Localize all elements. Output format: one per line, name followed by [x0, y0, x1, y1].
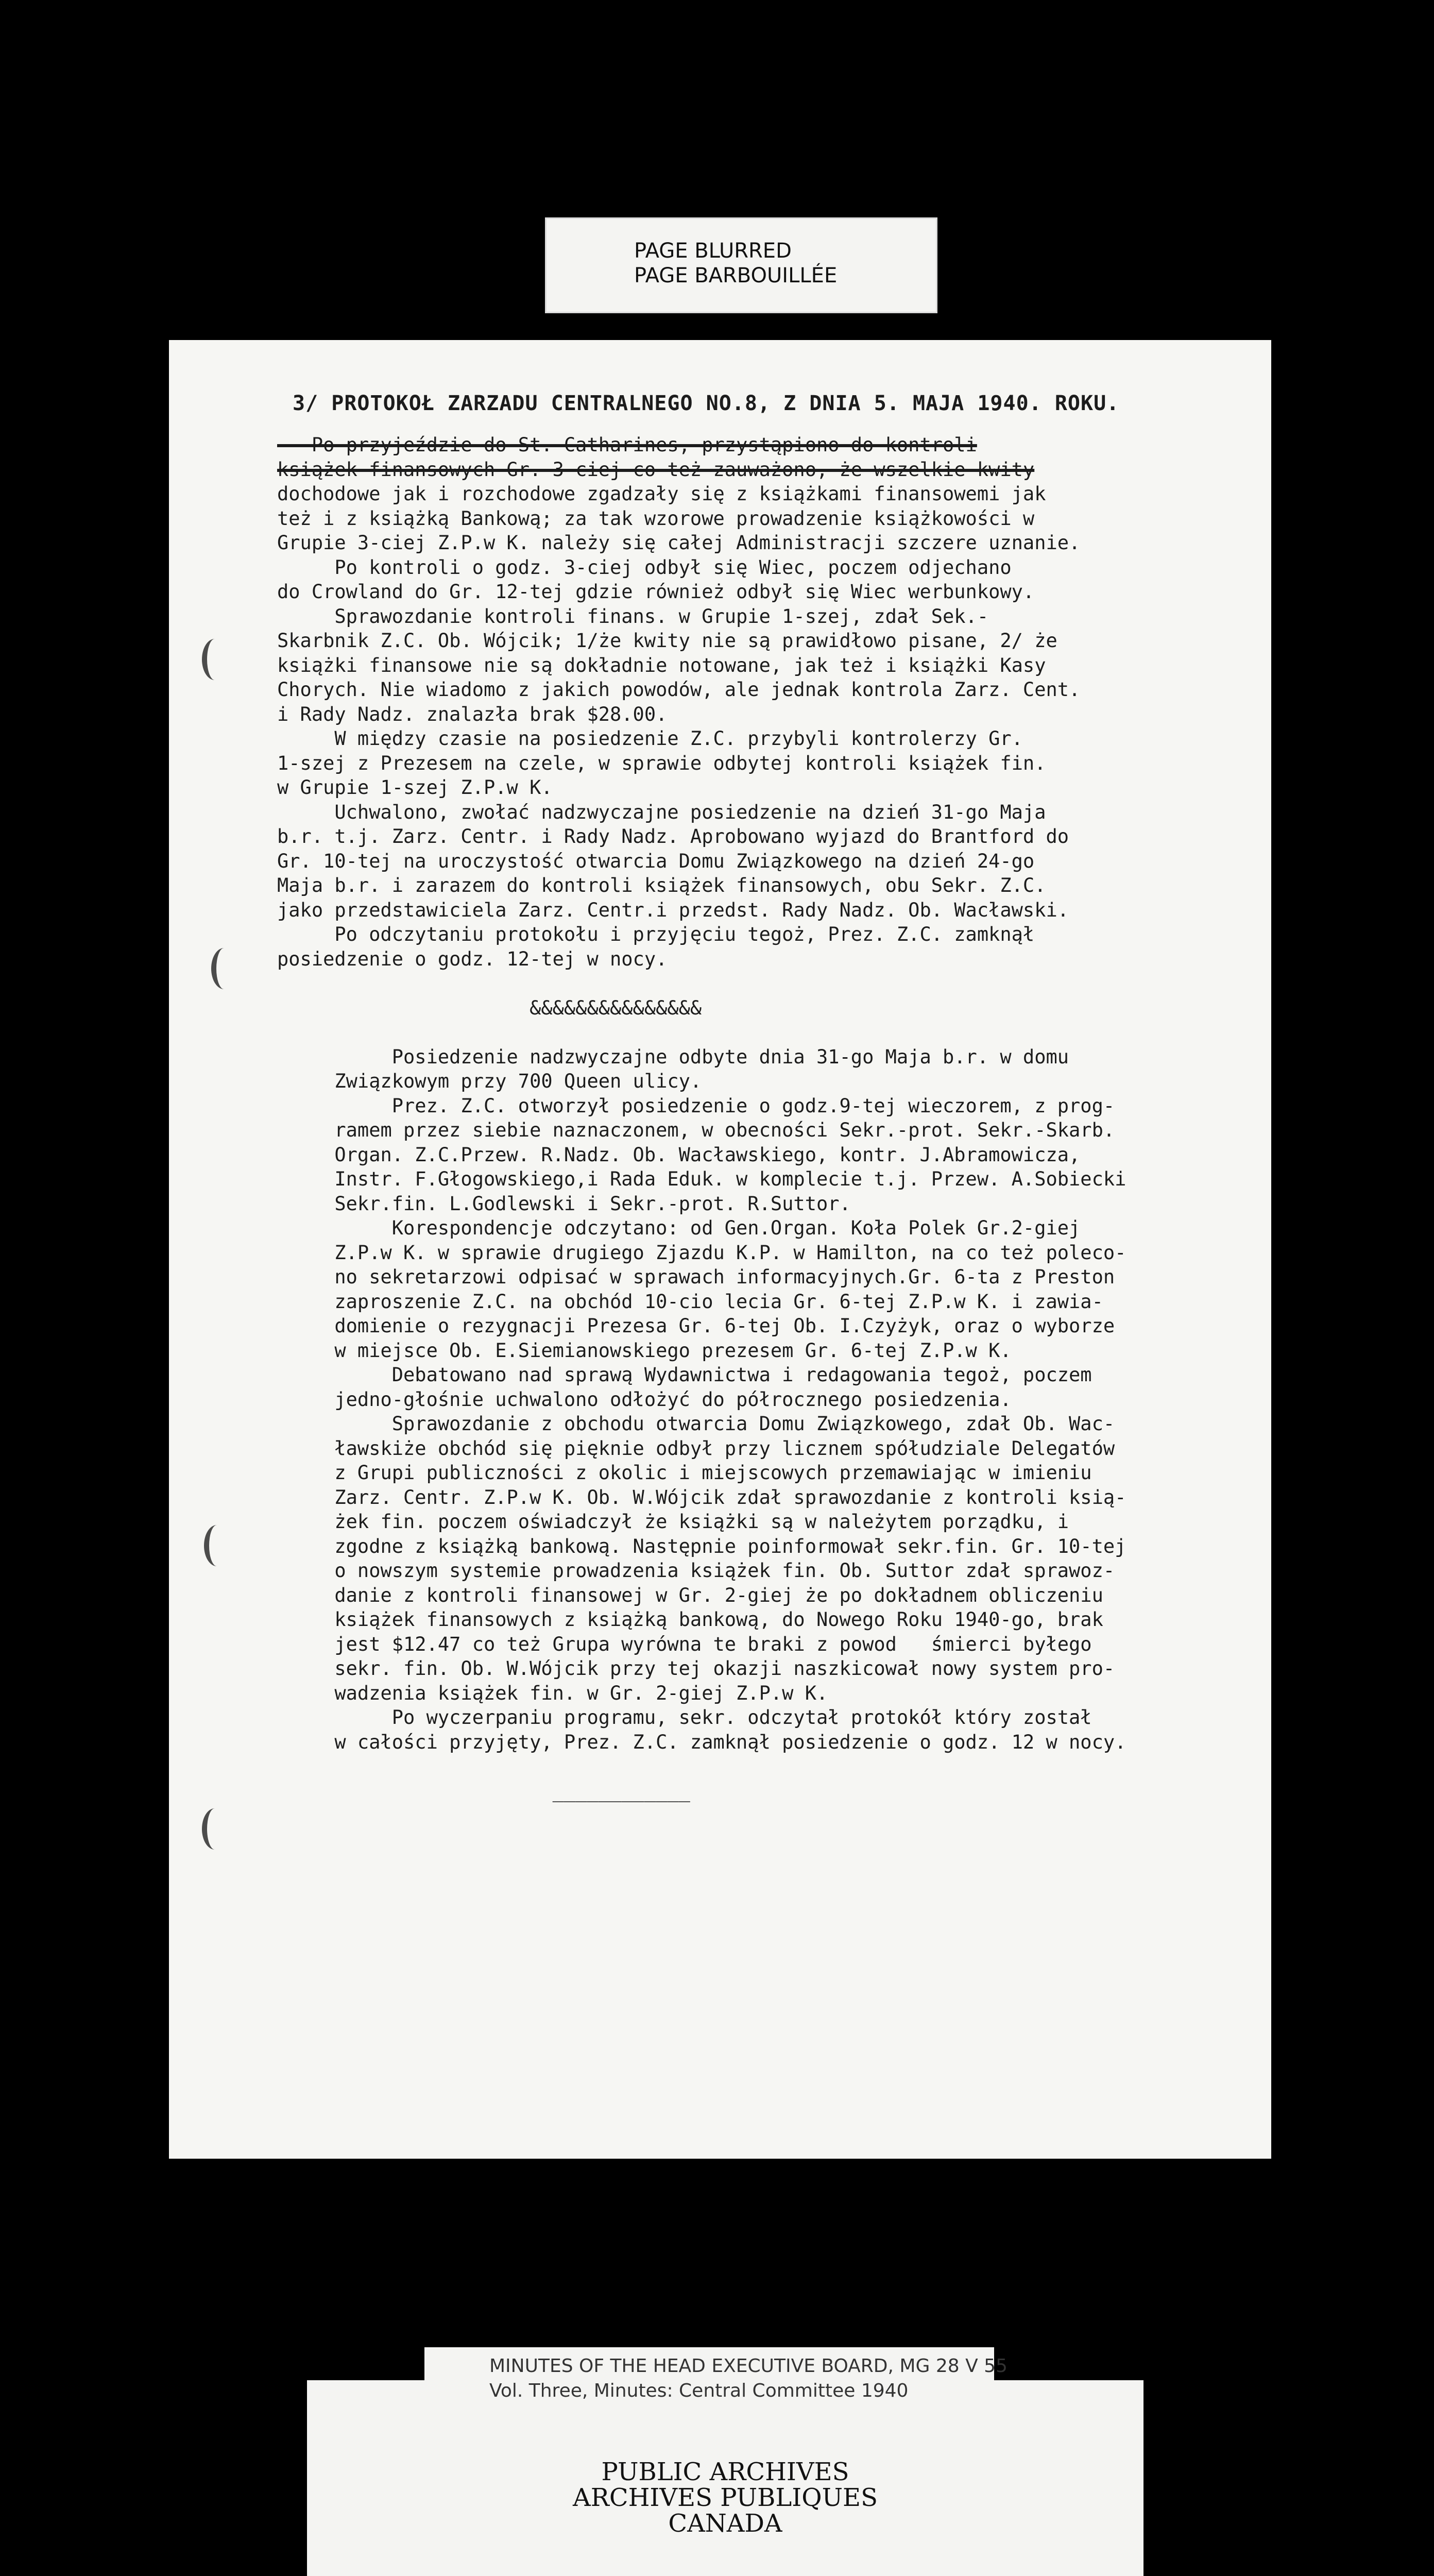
document-line: b.r. t.j. Zarz. Centr. i Rady Nadz. Aprobowano wyjazd do Brantford do	[277, 825, 1069, 848]
document-line: o nowszym systemie prowadzenia książek fin. Ob. Suttor zdał sprawoz-	[277, 1560, 1115, 1582]
document-line: Maja b.r. i zarazem do kontroli książek finansowych, obu Sekr. Z.C.	[277, 874, 1046, 896]
document-line: ramem przez siebie naznaczonem, w obecności Sekr.-prot. Sekr.-Skarb.	[277, 1119, 1115, 1141]
document-line: Związkowym przy 700 Queen ulicy.	[277, 1070, 702, 1092]
document-line: Sprawozdanie z obchodu otwarcia Domu Związkowego, zdał Ob. Wac-	[277, 1413, 1115, 1435]
document-line: Prez. Z.C. otworzył posiedzenie o godz.9-tej wieczorem, z prog-	[277, 1094, 1115, 1117]
document-line	[277, 1754, 1245, 1779]
archive-name-en: PUBLIC ARCHIVES	[601, 2458, 849, 2486]
document-line: zgodne z książką bankową. Następnie poinformował sekr.fin. Gr. 10-tej	[277, 1535, 1126, 1557]
document-line: Debatowano nad sprawą Wydawnictwa i redagowania tegoż, poczem	[277, 1364, 1092, 1386]
document-line: Sprawozdanie kontroli finans. w Grupie 1-szej, zdał Sek.-	[277, 605, 989, 628]
archive-name-fr: ARCHIVES PUBLIQUES	[573, 2483, 878, 2512]
page-blurred-text-en: PAGE BLURRED	[634, 239, 792, 263]
document-line: Po przyjeździe do St. Catharines, przystąpiono do kontroli	[277, 434, 977, 456]
document-line: danie z kontroli finansowej w Gr. 2-giej że po dokładnem obliczeniu	[277, 1584, 1103, 1606]
document-line: Korespondencje odczytano: od Gen.Organ. Koła Polek Gr.2-giej	[277, 1217, 1081, 1239]
document-line: ławskiże obchód się pięknie odbył przy licznem spółudziale Delegatów	[277, 1437, 1115, 1460]
document-line: dochodowe jak i rozchodowe zgadzały się z książkami finansowemi jak	[277, 483, 1046, 505]
document-line: też i z książką Bankową; za tak wzorowe prowadzenie książkowości w	[277, 507, 1035, 530]
document-line: ____________	[277, 1780, 690, 1802]
document-line: Gr. 10-tej na uroczystość otwarcia Domu Związkowego na dzień 24-go	[277, 850, 1035, 872]
document-line: Po odczytaniu protokołu i przyjęciu tegoż, Prez. Z.C. zamknął	[277, 923, 1035, 945]
page-blurred-label	[545, 217, 937, 313]
document-line	[277, 971, 1245, 996]
document-line: jedno-głośnie uchwalono odłożyć do półrocznego posiedzenia.	[277, 1388, 1012, 1411]
document-line: no sekretarzowi odpisać w sprawach informacyjnych.Gr. 6-ta z Preston	[277, 1266, 1115, 1288]
document-line: żek fin. poczem oświadczył że książki są w należytem porządku, i	[277, 1511, 1069, 1533]
document-page	[169, 340, 1271, 2159]
document-line: &&&&&&&&&&&&&&&	[277, 996, 702, 1019]
document-line: w Grupie 1-szej Z.P.w K.	[277, 776, 553, 799]
archive-reference-line-1: MINUTES OF THE HEAD EXECUTIVE BOARD, MG 28 V 55	[489, 2355, 1008, 2377]
document-line: 1-szej z Prezesem na czele, w sprawie odbytej kontroli książek fin.	[277, 752, 1046, 774]
document-line: w miejsce Ob. E.Siemianowskiego prezesem Gr. 6-tej Z.P.w K.	[277, 1339, 1012, 1362]
document-line: Uchwalono, zwołać nadzwyczajne posiedzenie na dzień 31-go Maja	[277, 801, 1046, 823]
document-line: Po kontroli o godz. 3-ciej odbył się Wiec, poczem odjechano	[277, 556, 1012, 579]
document-line: książek finansowych z książką bankową, do Nowego Roku 1940-go, brak	[277, 1608, 1103, 1631]
document-line: Instr. F.Głogowskiego,i Rada Eduk. w komplecie t.j. Przew. A.Sobiecki	[277, 1168, 1126, 1190]
document-line: jest $12.47 co też Grupa wyrówna te braki z powod śmierci byłego	[277, 1633, 1092, 1655]
document-line: i Rady Nadz. znalazła brak $28.00.	[277, 703, 668, 725]
document-line: Zarz. Centr. Z.P.w K. Ob. W.Wójcik zdał sprawozdanie z kontroli ksią-	[277, 1486, 1126, 1509]
document-line: domienie o rezygnacji Prezesa Gr. 6-tej Ob. I.Czyżyk, oraz o wyborze	[277, 1315, 1115, 1337]
document-line: do Crowland do Gr. 12-tej gdzie również odbył się Wiec werbunkowy.	[277, 581, 1035, 603]
document-line: sekr. fin. Ob. W.Wójcik przy tej okazji naszkicował nowy system pro-	[277, 1657, 1115, 1680]
document-line: wadzenia książek fin. w Gr. 2-giej Z.P.w K.	[277, 1682, 828, 1704]
punch-hole-1	[202, 639, 228, 680]
archive-country: CANADA	[668, 2509, 782, 2538]
page-blurred-text-fr: PAGE BARBOUILLÉE	[634, 264, 838, 287]
document-line: książki finansowe nie są dokładnie notowane, jak też i książki Kasy	[277, 654, 1046, 676]
punch-hole-3	[204, 1525, 230, 1566]
document-title: 3/ PROTOKOŁ ZARZADU CENTRALNEGO NO.8, Z DNIA 5. MAJA 1940. ROKU.	[293, 392, 1120, 415]
document-line: jako przedstawiciela Zarz. Centr.i przedst. Rady Nadz. Ob. Wacławski.	[277, 899, 1069, 921]
document-line: posiedzenie o godz. 12-tej w nocy.	[277, 947, 668, 970]
document-line: W między czasie na posiedzenie Z.C. przybyli kontrolerzy Gr.	[277, 727, 1023, 750]
archive-reference-line-2: Vol. Three, Minutes: Central Committee 1940	[489, 2380, 909, 2401]
document-line: Organ. Z.C.Przew. R.Nadz. Ob. Wacławskiego, kontr. J.Abramowicza,	[277, 1143, 1081, 1166]
punch-hole-4	[202, 1808, 228, 1850]
document-body	[277, 433, 1245, 1803]
document-line: Sekr.fin. L.Godlewski i Sekr.-prot. R.Suttor.	[277, 1192, 851, 1215]
document-line	[277, 1020, 1245, 1045]
document-line: Posiedzenie nadzwyczajne odbyte dnia 31-go Maja b.r. w domu	[277, 1045, 1069, 1068]
document-line: w całości przyjęty, Prez. Z.C. zamknął posiedzenie o godz. 12 w nocy.	[277, 1731, 1126, 1753]
document-line: Skarbnik Z.C. Ob. Wójcik; 1/że kwity nie są prawidłowo pisane, 2/ że	[277, 630, 1057, 652]
punch-hole-2	[211, 948, 237, 989]
document-line: Chorych. Nie wiadomo z jakich powodów, ale jednak kontrola Zarz. Cent.	[277, 679, 1081, 701]
document-line: z Grupi publiczności z okolic i miejscowych przemawiając w imieniu	[277, 1462, 1092, 1484]
document-line: Po wyczerpaniu programu, sekr. odczytał protokół który został	[277, 1706, 1092, 1728]
document-line: Grupie 3-ciej Z.P.w K. należy się całej Administracji szczere uznanie.	[277, 532, 1081, 554]
document-line: zaproszenie Z.C. na obchód 10-cio lecia Gr. 6-tej Z.P.w K. i zawia-	[277, 1290, 1103, 1313]
document-line: Z.P.w K. w sprawie drugiego Zjazdu K.P. w Hamilton, na co też poleco-	[277, 1241, 1126, 1264]
document-line: książek finansowych Gr. 3-ciej co też zauważono, że wszelkie kwity	[277, 458, 1035, 481]
